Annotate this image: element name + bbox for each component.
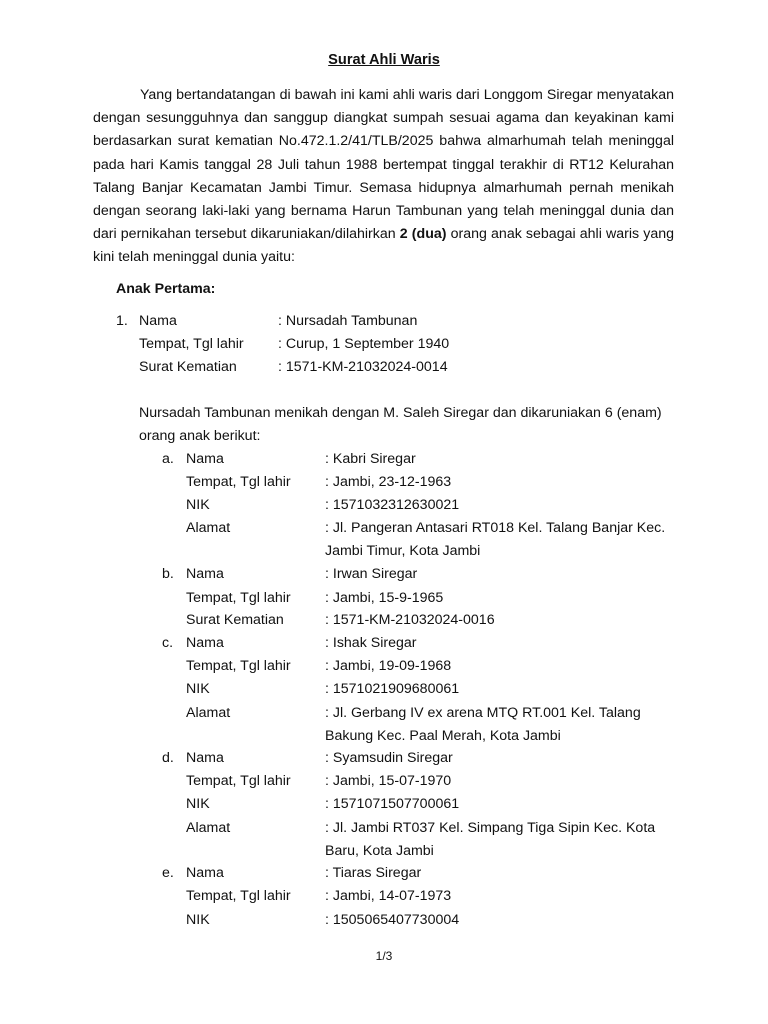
intro-text-part2: orang anak sebagai ahli waris yang kini telah meninggal dunia yaitu: bbox=[93, 226, 674, 266]
field-value: : 1571032312630021 bbox=[325, 497, 460, 513]
field-value: : Jambi, 15-07-1970 bbox=[325, 773, 452, 789]
field-label: Tempat, Tgl lahir bbox=[186, 773, 291, 789]
field-label: Tempat, Tgl lahir bbox=[186, 658, 291, 674]
field-value: : 1571071507700061 bbox=[325, 796, 460, 812]
child-letter: d. bbox=[162, 750, 174, 766]
field-label: NIK bbox=[186, 796, 210, 812]
field-label: Nama bbox=[186, 750, 224, 766]
page-number: 1/3 bbox=[375, 949, 393, 963]
field-label: Tempat, Tgl lahir bbox=[186, 590, 291, 606]
child-letter: c. bbox=[162, 635, 174, 651]
field-value: : Irwan Siregar bbox=[325, 566, 418, 582]
field-label: Tempat, Tgl lahir bbox=[139, 336, 244, 352]
field-label: Alamat bbox=[186, 705, 231, 721]
field-label: Tempat, Tgl lahir bbox=[186, 888, 291, 904]
field-value: : 1571-KM-21032024-0016 bbox=[325, 612, 495, 628]
field-label: Alamat bbox=[186, 520, 231, 536]
field-label: NIK bbox=[186, 681, 210, 697]
document-title: Surat Ahli Waris bbox=[328, 52, 440, 68]
child-letter: e. bbox=[162, 865, 174, 881]
field-value: : Syamsudin Siregar bbox=[325, 750, 453, 766]
field-value: : Kabri Siregar bbox=[325, 451, 416, 467]
field-label: Nama bbox=[139, 313, 177, 329]
field-label: Surat Kematian bbox=[139, 359, 237, 375]
field-value: : 1505065407730004 bbox=[325, 912, 460, 928]
section-heading: Anak Pertama: bbox=[116, 281, 216, 297]
field-label: Nama bbox=[186, 451, 224, 467]
field-value: : Curup, 1 September 1940 bbox=[278, 336, 450, 352]
field-value: : Jl. Jambi RT037 Kel. Simpang Tiga Sipin Kec. Kota Baru, Kota Jambi bbox=[325, 820, 656, 859]
first-child-number: 1. bbox=[116, 313, 128, 329]
field-value: : Jambi, 19-09-1968 bbox=[325, 658, 452, 674]
field-label: Surat Kematian bbox=[186, 612, 284, 628]
intro-text-part1: Yang bertandatangan di bawah ini kami ahli waris dari Longgom Siregar menyatakan dengan sesungguhnya dan sanggup diangkat sumpah sesuai agama dan keyakinan kami berdasarkan surat kematian No.472.1.2/41/TLB/2025 bahwa almarhumah telah meninggal pada hari Kamis tanggal 28 Juli tahun 1988 bertempat tinggal terakhir di RT12 Kelurahan Talang Banjar Kecamatan Jambi Timur. Semasa hidupnya almarhumah pernah menikah dengan seorang laki-laki yang bernama Harun Tambunan yang telah meninggal dunia dan dari pernikahan tersebut dikaruniakan/dilahirkan bbox=[93, 87, 674, 243]
field-label: Nama bbox=[186, 566, 224, 582]
field-value: : Tiaras Siregar bbox=[325, 865, 422, 881]
field-value: : Jl. Pangeran Antasari RT018 Kel. Talang Banjar Kec. Jambi Timur, Kota Jambi bbox=[325, 520, 666, 559]
field-label: Alamat bbox=[186, 820, 231, 836]
field-label: Tempat, Tgl lahir bbox=[186, 474, 291, 490]
field-label: NIK bbox=[186, 497, 210, 513]
intro-paragraph bbox=[93, 84, 674, 270]
field-value: : 1571-KM-21032024-0014 bbox=[278, 359, 448, 375]
field-label: NIK bbox=[186, 912, 210, 928]
field-label: Nama bbox=[186, 865, 224, 881]
child-letter: b. bbox=[162, 566, 174, 582]
field-value: : Jambi, 23-12-1963 bbox=[325, 474, 452, 490]
field-value: : Jl. Gerbang IV ex arena MTQ RT.001 Kel. Talang Bakung Kec. Paal Merah, Kota Jambi bbox=[325, 705, 641, 744]
field-value: : Jambi, 15-9-1965 bbox=[325, 590, 444, 606]
intro-count-bold: 2 (dua) bbox=[399, 226, 447, 243]
first-child-paragraph: Nursadah Tambunan menikah dengan M. Saleh Siregar dan dikaruniakan 6 (enam) orang anak berikut: bbox=[139, 405, 662, 445]
field-value: : Jambi, 14-07-1973 bbox=[325, 888, 452, 904]
field-value: : 1571021909680061 bbox=[325, 681, 460, 697]
field-label: Nama bbox=[186, 635, 224, 651]
field-value: : Nursadah Tambunan bbox=[278, 313, 418, 329]
field-value: : Ishak Siregar bbox=[325, 635, 417, 651]
child-letter: a. bbox=[162, 451, 174, 467]
